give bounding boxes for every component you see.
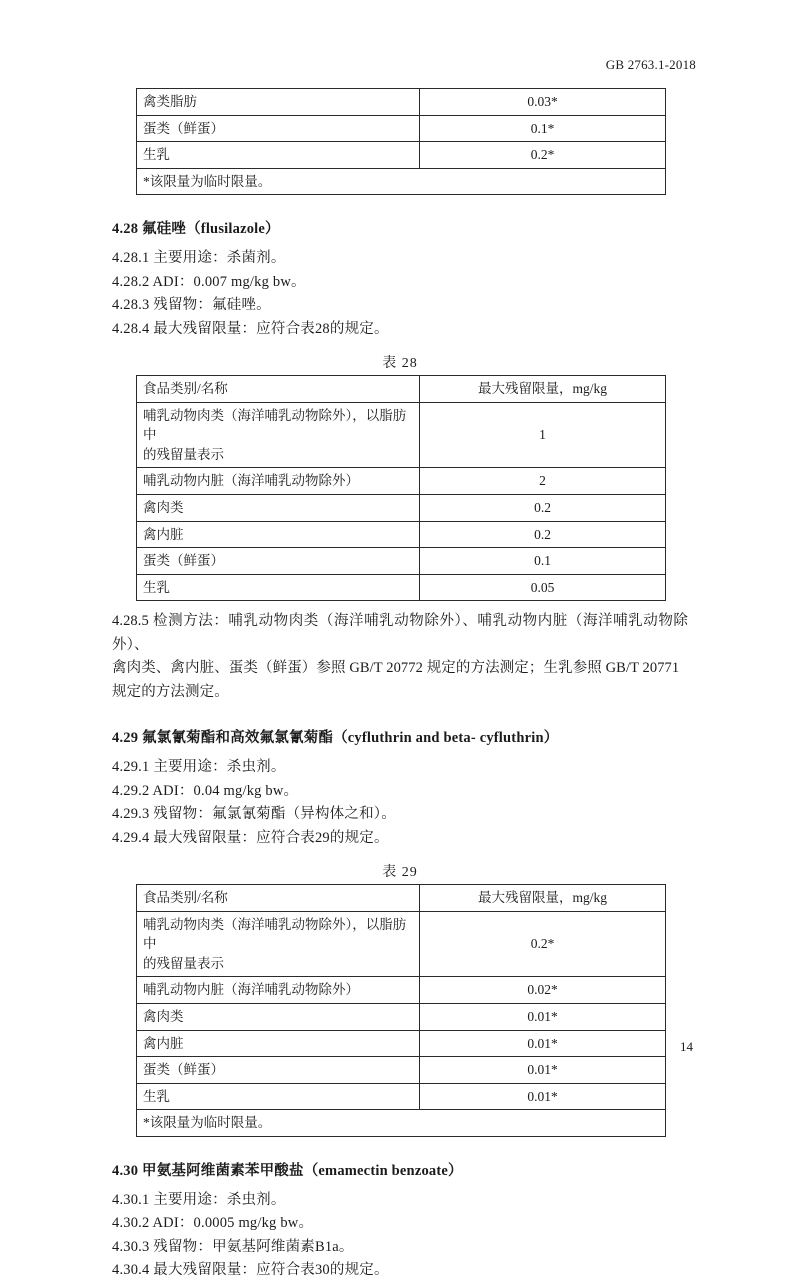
table-continued-previous <box>136 88 666 195</box>
table-row <box>137 495 666 522</box>
section-item-4284-mrl: 4.28.4 最大残留限量：应符合表28的规定。 <box>112 320 389 337</box>
food-category-cell: 禽肉类 <box>137 1003 420 1030</box>
section-item-4285-method-line-3: 规定的方法测定。 <box>112 683 229 700</box>
limit-value-cell: 0.2 <box>420 521 666 548</box>
section-heading-430: 4.30 甲氨基阿维菌素苯甲酸盐（emamectin benzoate） <box>112 1162 463 1179</box>
food-category-cell: 哺乳动物内脏（海洋哺乳动物除外） <box>137 468 420 495</box>
food-category-cell: 生乳 <box>137 574 420 601</box>
limit-value-cell: 0.1* <box>420 115 666 142</box>
page-number: 14 <box>680 1039 693 1054</box>
section-item-4304-mrl: 4.30.4 最大残留限量：应符合表30的规定。 <box>112 1262 389 1279</box>
table-row <box>137 977 666 1004</box>
limit-value-cell: 0.05 <box>420 574 666 601</box>
section-item-4285-method-line-2: 禽肉类、禽内脏、蛋类（鲜蛋）参照 GB/T 20772 规定的方法测定；生乳参照 GB/T 20771 <box>112 660 680 677</box>
table-row <box>137 115 666 142</box>
food-category-line-2: 的残留量表示 <box>143 446 224 462</box>
page-header-standard-code: GB 2763.1-2018 <box>605 57 696 72</box>
section-item-4302-adi: 4.30.2 ADI：0.0005 mg/kg bw。 <box>112 1215 314 1232</box>
header-food-category: 食品类别/名称 <box>137 376 420 403</box>
limit-value-cell: 0.1 <box>420 548 666 575</box>
limit-value-cell: 0.2 <box>420 495 666 522</box>
limit-value-cell: 0.03* <box>420 89 666 116</box>
food-category-cell: 生乳 <box>137 142 420 169</box>
table-row <box>137 1057 666 1084</box>
food-category-cell <box>137 911 420 977</box>
table-row <box>137 574 666 601</box>
food-category-cell: 禽内脏 <box>137 1030 420 1057</box>
section-item-4294-mrl: 4.29.4 最大残留限量：应符合表29的规定。 <box>112 829 389 846</box>
food-category-line-1: 哺乳动物肉类（海洋哺乳动物除外），以脂肪中 <box>143 407 407 443</box>
table-row <box>137 142 666 169</box>
section-heading-429: 4.29 氟氯氰菊酯和高效氟氯氰菊酯（cyfluthrin and beta- cyfluthrin） <box>112 730 559 747</box>
limit-value-cell: 0.2* <box>420 911 666 977</box>
table-footnote: *该限量为临时限量。 <box>137 1110 666 1137</box>
food-category-cell: 禽类脂肪 <box>137 89 420 116</box>
table-header-row <box>137 885 666 912</box>
limit-value-cell: 0.2* <box>420 142 666 169</box>
limit-value-cell: 0.01* <box>420 1057 666 1084</box>
section-item-4282-adi: 4.28.2 ADI：0.007 mg/kg bw。 <box>112 273 306 290</box>
food-category-cell: 禽肉类 <box>137 495 420 522</box>
food-category-cell <box>137 402 420 468</box>
table-row <box>137 1030 666 1057</box>
page-content <box>112 88 688 1283</box>
limit-value-cell: 2 <box>420 468 666 495</box>
food-category-cell: 蛋类（鲜蛋） <box>137 548 420 575</box>
limit-value-cell: 1 <box>420 402 666 468</box>
section-item-4292-adi: 4.29.2 ADI：0.04 mg/kg bw。 <box>112 782 299 799</box>
table-row <box>137 548 666 575</box>
limit-value-cell: 0.01* <box>420 1003 666 1030</box>
section-item-4285-method-line-1: 4.28.5 检测方法：哺乳动物肉类（海洋哺乳动物除外）、哺乳动物内脏（海洋哺乳动物除外）、 <box>112 613 688 653</box>
table-row <box>137 402 666 468</box>
header-max-residue-limit: 最大残留限量，mg/kg <box>420 885 666 912</box>
table-row <box>137 89 666 116</box>
table-footnote-row <box>137 168 666 195</box>
header-food-category: 食品类别/名称 <box>137 885 420 912</box>
limit-value-cell: 0.01* <box>420 1083 666 1110</box>
section-item-4303-residue: 4.30.3 残留物：甲氨基阿维菌素B1a。 <box>112 1238 354 1255</box>
food-category-cell: 蛋类（鲜蛋） <box>137 115 420 142</box>
section-item-4301: 4.30.1 主要用途：杀虫剂。 <box>112 1191 286 1208</box>
food-category-cell: 蛋类（鲜蛋） <box>137 1057 420 1084</box>
section-item-4291: 4.29.1 主要用途：杀虫剂。 <box>112 759 286 776</box>
table-29 <box>136 884 666 1137</box>
food-category-cell: 哺乳动物内脏（海洋哺乳动物除外） <box>137 977 420 1004</box>
table-29-caption: 表 29 <box>382 865 418 881</box>
table-28 <box>136 375 666 601</box>
section-item-4281: 4.28.1 主要用途：杀菌剂。 <box>112 250 286 267</box>
table-row <box>137 911 666 977</box>
food-category-cell: 禽内脏 <box>137 521 420 548</box>
food-category-line-2: 的残留量表示 <box>143 955 224 971</box>
table-row <box>137 468 666 495</box>
limit-value-cell: 0.02* <box>420 977 666 1004</box>
table-row <box>137 1083 666 1110</box>
section-item-4293-residue: 4.29.3 残留物：氟氯氰菊酯（异构体之和）。 <box>112 806 396 823</box>
food-category-cell: 生乳 <box>137 1083 420 1110</box>
limit-value-cell: 0.01* <box>420 1030 666 1057</box>
table-row <box>137 1003 666 1030</box>
header-max-residue-limit: 最大残留限量，mg/kg <box>420 376 666 403</box>
table-footnote: *该限量为临时限量。 <box>137 168 666 195</box>
food-category-line-1: 哺乳动物肉类（海洋哺乳动物除外），以脂肪中 <box>143 916 407 952</box>
table-28-caption: 表 28 <box>382 356 418 372</box>
table-footnote-row <box>137 1110 666 1137</box>
section-item-4283-residue: 4.28.3 残留物：氟硅唑。 <box>112 297 271 314</box>
table-row <box>137 521 666 548</box>
table-header-row <box>137 376 666 403</box>
section-heading-428: 4.28 氟硅唑（flusilazole） <box>112 221 280 238</box>
